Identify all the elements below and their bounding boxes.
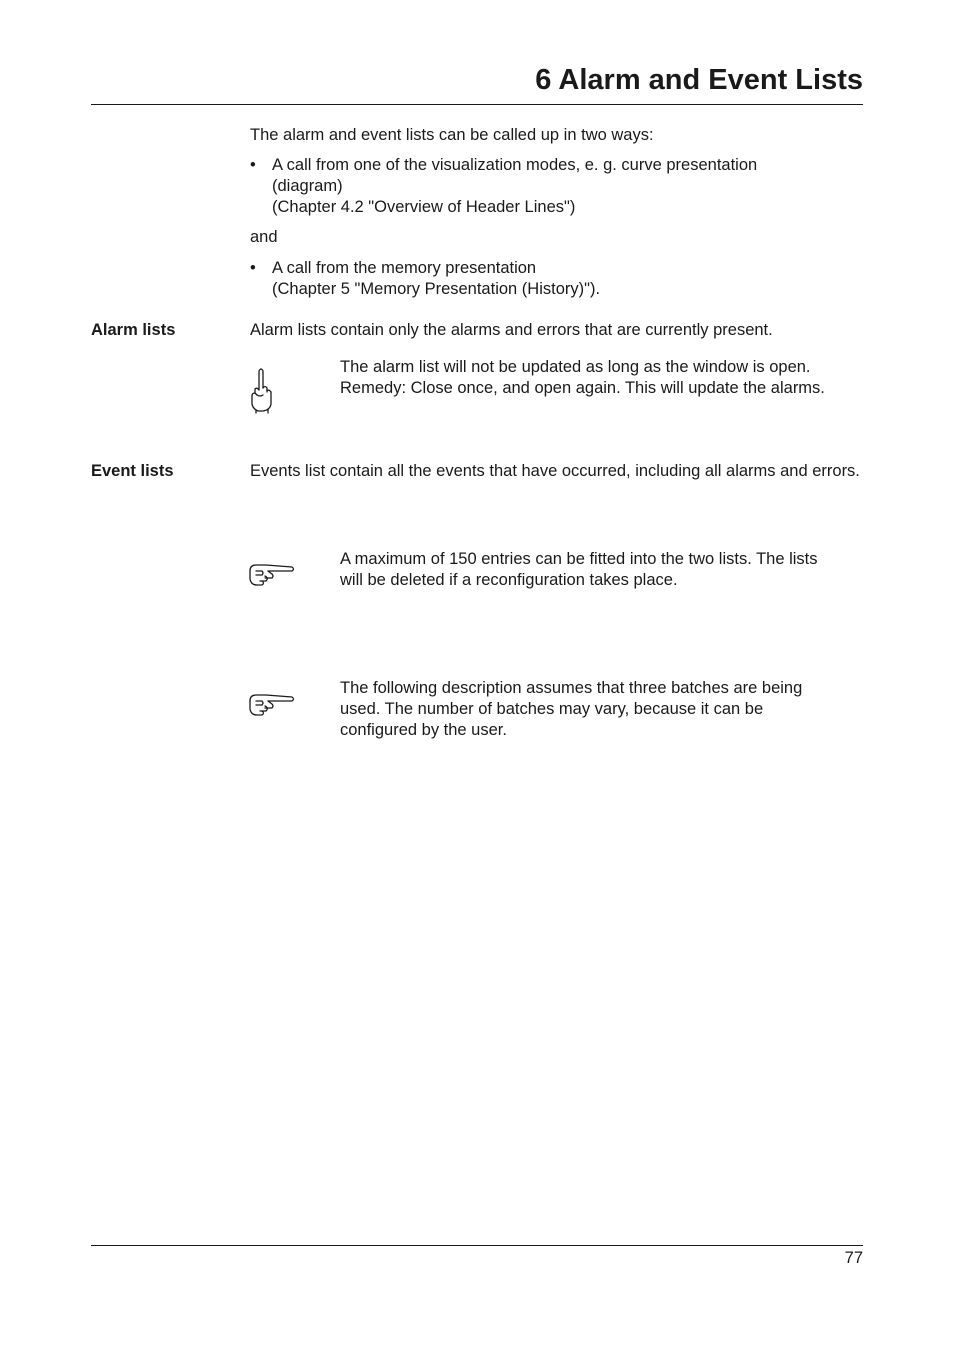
alarm-lists-text: Alarm lists contain only the alarms and errors that are currently present. xyxy=(250,321,773,339)
note-line: will be deleted if a reconfiguration takes place. xyxy=(340,571,678,589)
bullet-line: A call from the memory presentation xyxy=(272,259,537,277)
conjunction-text: and xyxy=(250,228,278,246)
entries-note xyxy=(340,549,818,591)
note-line: The alarm list will not be updated as long as the window is open. xyxy=(340,358,811,376)
bullet-line: (Chapter 4.2 "Overview of Header Lines") xyxy=(272,198,576,216)
pointing-hand-icon xyxy=(248,562,296,588)
alarm-update-note xyxy=(340,357,825,399)
bullet-marker: • xyxy=(250,259,256,277)
pointing-hand-icon xyxy=(248,692,296,718)
event-lists-text: Events list contain all the events that have occurred, including all alarms and errors. xyxy=(250,462,860,480)
note-line: configured by the user. xyxy=(340,721,507,739)
bullet-marker: • xyxy=(250,156,256,174)
intro-text: The alarm and event lists can be called up in two ways: xyxy=(250,126,654,144)
batches-note xyxy=(340,678,802,741)
bullet-item-memory xyxy=(272,258,600,300)
page-number: 77 xyxy=(844,1249,863,1267)
note-line: Remedy: Close once, and open again. This will update the alarms. xyxy=(340,379,825,397)
note-line: used. The number of batches may vary, because it can be xyxy=(340,700,764,718)
raised-index-finger-icon xyxy=(248,366,276,414)
bullet-line: (Chapter 5 "Memory Presentation (History)"). xyxy=(272,280,601,298)
note-line: The following description assumes that three batches are being xyxy=(340,679,803,697)
header-rule xyxy=(91,104,863,105)
note-line: A maximum of 150 entries can be fitted into the two lists. The lists xyxy=(340,550,818,568)
event-lists-heading: Event lists xyxy=(91,462,174,480)
alarm-lists-heading: Alarm lists xyxy=(91,321,176,339)
bullet-item-visualization xyxy=(272,155,757,218)
bullet-line: A call from one of the visualization modes, e. g. curve presentation xyxy=(272,156,758,174)
page-title: 6 Alarm and Event Lists xyxy=(535,64,863,96)
bullet-line: (diagram) xyxy=(272,177,343,195)
footer-rule xyxy=(91,1245,863,1246)
